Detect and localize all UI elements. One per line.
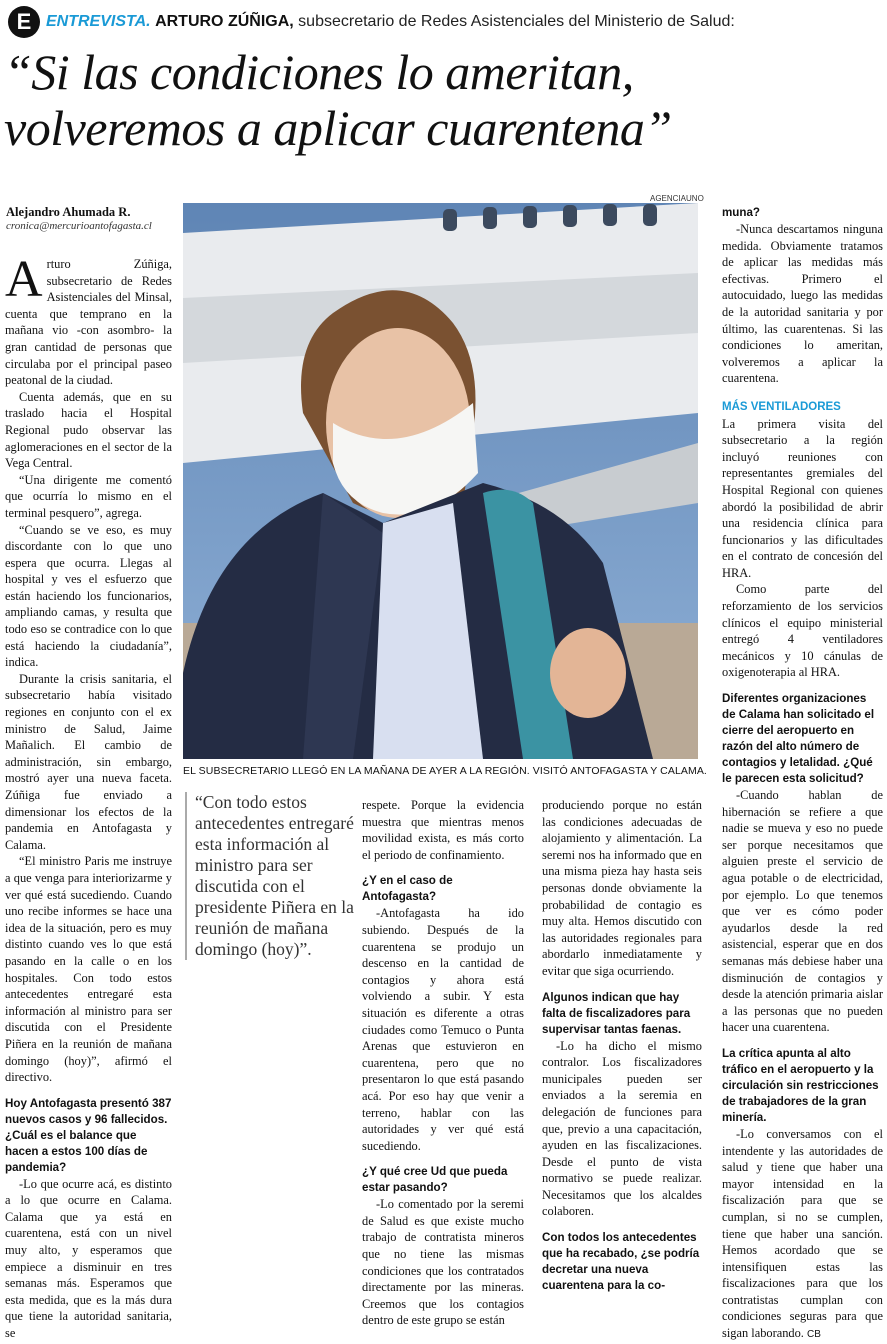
paragraph: “Una dirigente me comentó que ocurría lo mismo en el terminal pesquero”, agrega.	[5, 472, 172, 520]
pull-quote: “Con todo estos antecedentes entregaré esta información al ministro para ser discutida con el presidente Piñera en la reunión de mañana domingo (hoy)”.	[185, 792, 367, 960]
column-2	[362, 797, 524, 1329]
interview-question: ¿Y en el caso de Antofagasta?	[362, 874, 453, 904]
author-email: cronica@mercurioantofagasta.cl	[6, 220, 152, 232]
kicker-section: ENTREVISTA.	[46, 13, 151, 30]
interview-question: muna?	[722, 206, 761, 219]
column-4	[722, 205, 883, 1344]
paragraph: produciendo porque no están las condiciones adecuadas de alojamiento y alimentación. La seremi nos ha informado que en una misma pieza hay hasta seis personas donde obviamente la probabilidad de contagio es muy alta. Hemos discutido con las autoridades regionales para abordarlo inmediatamente y evitar que siga ocurriendo.	[542, 798, 702, 978]
interview-question: Algunos indican que hay falta de fiscalizadores para supervisar tantas faenas.	[542, 990, 691, 1036]
photo-credit: AGENCIAUNO	[650, 194, 704, 203]
paragraph: -Lo que ocurre acá, es distinto a lo que ocurre en Calama. Calama que ya está en cuarentena, está con un nivel muy alto, y esperamos que empiece a disminuir en tres semanas más. Esperamos que esta medida, que es la más dura que tiene la autoridad sanitaria, se	[5, 1176, 172, 1341]
photo-caption: EL SUBSECRETARIO LLEGÓ EN LA MAÑANA DE AYER A LA REGIÓN. VISITÓ ANTOFAGASTA Y CALAMA.	[183, 765, 707, 777]
byline	[6, 205, 176, 232]
interview-question: Diferentes organizaciones de Calama han solicitado el cierre del aeropuerto en razón del alto número de contagios y letalidad. ¿Qué le parecen esta solicitud?	[722, 692, 875, 786]
closing-text: -Lo conversamos con el intendente y las autoridades de salud y tiene que haber una mayor intensidad en la fiscalización para que se cumplan, si no se cumplen, tiene que haber una sanción. Hemos acordado que se intensifiquen estas las fiscalizaciones para que los contratistas cumplan con condiciones seguras para que sigan laborando.	[722, 1126, 883, 1341]
paragraph: La primera visita del subsecretario a la región incluyó reuniones con representantes gremiales del Hospital Regional con quienes abordó la posibilidad de abrir una residencia clínica para funcionarios y las dificultades en el contrato de concesión del HRA.	[722, 416, 883, 580]
paragraph: Durante la crisis sanitaria, el subsecretario había visitado regiones en conjunto con el ex ministro de Salud, Jaime Mañalich. El cambio de administración, sin embargo, mostró ayer una nueva faceta. Zúñiga fue enviado a dimensionar los efectos de la pandemia en Antofagasta y Calama.	[5, 671, 172, 852]
lead-paragraph	[5, 251, 172, 389]
drop-cap: A	[5, 251, 43, 308]
column-3	[542, 797, 702, 1294]
headline-line-1: “Si las condiciones lo ameritan,	[4, 44, 634, 100]
photo-illustration	[183, 203, 698, 759]
interview-question: Con todos los antecedentes que ha recabado, ¿se podría decretar una nueva cuarentena para la co-	[542, 1231, 700, 1293]
paragraph	[722, 1126, 883, 1344]
paragraph: “Cuando se ve eso, es muy discordante con lo que uno espera que ocurra. Llegas al hospital y ves el esfuerzo que están haciendo los funcionarios, ampliando camas, y resulta que todo eso se contradice con lo que está haciendo la ciudadanía”, indica.	[5, 522, 172, 670]
section-header	[8, 4, 883, 40]
headline-line-2: volveremos a aplicar cuarentena”	[4, 100, 672, 156]
paragraph: -Lo comentado por la seremi de Salud es que existe mucho trabajo de contratista mineros que no tiene las mismas condiciones que los contratados directamente por las mineras. Creemos que los contagios dentro de este grupo se están	[362, 1197, 524, 1328]
headline	[4, 44, 884, 156]
news-photo	[183, 203, 698, 759]
kicker-person: ARTURO ZÚÑIGA,	[155, 13, 294, 30]
kicker-role: subsecretario de Redes Asistenciales del Ministerio de Salud:	[298, 13, 735, 30]
author-name: Alejandro Ahumada R.	[6, 205, 131, 219]
interview-question: ¿Y qué cree Ud que pueda estar pasando?	[362, 1165, 508, 1195]
end-mark: CB	[807, 1329, 821, 1341]
interview-question: Hoy Antofagasta presentó 387 nuevos casos y 96 fallecidos. ¿Cuál es el balance que hacen a estos 100 días de pandemia?	[5, 1096, 172, 1174]
subheading: MÁS VENTILADORES	[722, 400, 841, 413]
paragraph: Cuenta además, que en su traslado hacia el Hospital Regional pudo observar las aglomeraciones en el sector de la Vega Central.	[5, 389, 172, 471]
column-1	[5, 251, 172, 1342]
paragraph: -Nunca descartamos ninguna medida. Obviamente tratamos de aplicar las medidas más efectivas. Primero el autocuidado, luego las medidas de la autoridad sanitaria y por último, las cuarentenas. Si las condiciones lo ameritan, volveremos a aplicar la cuarentena.	[722, 222, 883, 386]
paragraph: -Lo ha dicho el mismo contralor. Los fiscalizadores municipales pueden ser enviados a la seremia en delegación de funciones para que, previo a una capacitación, ayuden en las fiscalizaciones. Desde el punto de vista normativo se puede realizar. Necesitamos que los alcaldes colaboren.	[542, 1038, 702, 1219]
paragraph: -Cuando hablan de hibernación se refiere a que nadie se mueva y eso no puede ser porque necesitamos que alguien preste el servicio de agua potable o de electricidad, por ejemplo. Lo que tenemos que ver es cómo poder ayudarlos desde la red asistencial, esperar que en dos semanas más debiese haber una disminución de contagios y desde la atención primaria aislar a las personas que no pueden hacer una cuarentena.	[722, 788, 883, 1035]
paragraph: Como parte del reforzamiento de los servicios clínicos el equipo ministerial entregó 4 ventiladores mecánicos y 10 cánulas de oxigenoterapia al HRA.	[722, 582, 883, 680]
kicker	[46, 13, 735, 31]
paragraph: -Antofagasta ha ido subiendo. Después de la cuarentena se produjo un descenso en la cantidad de contagios y ahora está volviendo a subir. Y esta situación es diferente a otras ciudades como Temuco o Punta Arenas que estuvieron en cuarentena, pero que no presentaron lo que está pasando acá. Por eso hay que venir a terreno, hablar con las autoridades y ver qué está sucediendo.	[362, 906, 524, 1153]
paragraph: “El ministro Paris me instruye a que venga para interiorizarme y ver qué está sucediendo. Cuando uno recibe informes se hace una idea de la situación, pero es muy distinto cuando ves lo que está pasando en la calle o en los hospitales. Con todo estos antecedentes entregaré esta información al ministro para ser discutida con el Presidente Piñera en la reunión de mañana domingo (hoy)”, afirmó el directivo.	[5, 854, 172, 1085]
interview-question: La crítica apunta al alto tráfico en el aeropuerto y la circulación sin restricciones de trabajadores de la gran minería.	[722, 1046, 879, 1124]
paragraph: respete. Porque la evidencia muestra que mientras menos movilidad exista, es más corto el periodo de confinamiento.	[362, 798, 524, 862]
section-badge: E	[8, 6, 40, 38]
lead-text: rturo Zúñiga, subsecretario de Redes Asistenciales del Minsal, cuenta que temprano en la mañana vio -con asombro- la gran cantidad de personas que circulaba por el principal paseo peatonal de la ciudad.	[5, 257, 172, 388]
